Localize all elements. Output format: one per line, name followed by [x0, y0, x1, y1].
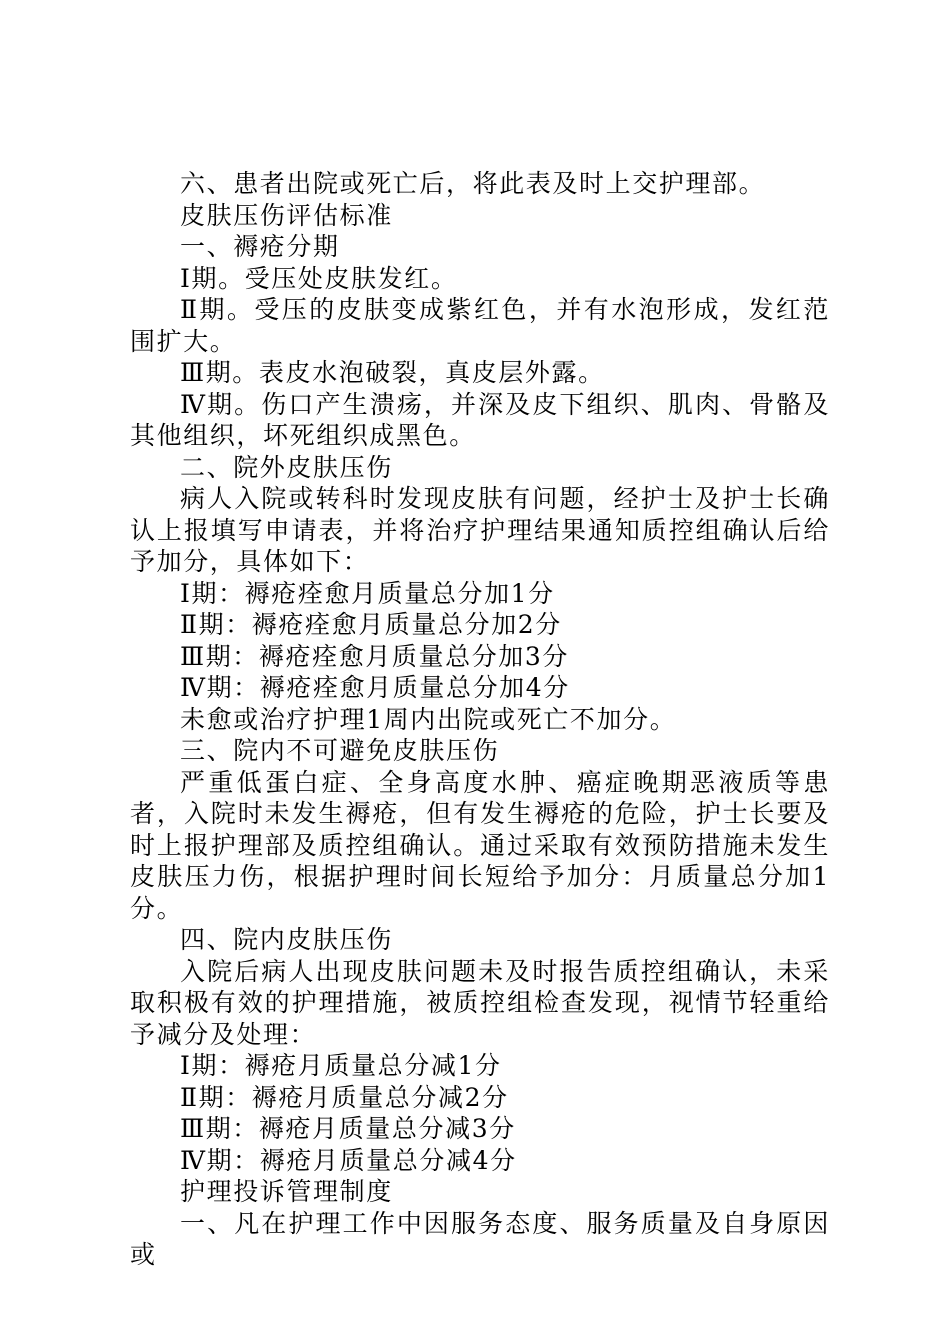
outside-hospital-paragraph: 病人入院或转科时发现皮肤有问题，经护士及护士长确认上报填写申请表，并将治疗护理结果通知质控组确认后给予加分，具体如下：: [130, 484, 830, 576]
stage-1-description: Ⅰ期。受压处皮肤发红。: [180, 263, 458, 293]
complaint-item-1: 一、凡在护理工作中因服务态度、服务质量及自身原因或: [130, 1208, 830, 1269]
paragraph-item-6-discharge: 六、患者出院或死亡后，将此表及时上交护理部。: [180, 169, 766, 198]
in-hospital-paragraph: 入院后病人出现皮肤问题未及时报告质控组确认，未采取积极有效的护理措施，被质控组检查发现，视情节轻重给予减分及处理：: [130, 956, 830, 1049]
deduction-stage-1: Ⅰ期：褥疮月质量总分减1分: [180, 1051, 502, 1080]
stage-4-description: Ⅳ期。伤口产生溃疡，并深及皮下组织、肌肉、骨骼及其他组织，坏死组织成黑色。: [130, 389, 830, 450]
heading-bedsore-stages: 一、褥疮分期: [180, 232, 340, 261]
heading-in-hospital-pressure: 四、院内皮肤压伤: [180, 925, 393, 954]
bonus-stage-2: Ⅱ期：褥疮痊愈月质量总分加2分: [180, 610, 562, 639]
deduction-stage-4: Ⅳ期：褥疮月质量总分减4分: [180, 1145, 517, 1175]
document-body: [0, 168, 950, 1271]
heading-outside-hospital-pressure: 二、院外皮肤压伤: [180, 452, 393, 482]
section-title-skin-pressure-standard: 皮肤压伤评估标准: [180, 200, 393, 230]
section-title-complaint-management: 护理投诉管理制度: [180, 1177, 393, 1206]
deduction-stage-2: Ⅱ期：褥疮月质量总分减2分: [180, 1082, 509, 1112]
no-bonus-note: 未愈或治疗护理1周内出院或死亡不加分。: [180, 704, 677, 734]
deduction-stage-3: Ⅲ期：褥疮月质量总分减3分: [180, 1114, 516, 1143]
unavoidable-paragraph: 严重低蛋白症、全身高度水肿、癌症晚期恶液质等患者，入院时未发生褥疮，但有发生褥疮的危险，护士长要及时上报护理部及质控组确认。通过采取有效预防措施未发生皮肤压力伤，根据护理时间长短给予加分：月质量总分加1分。: [130, 767, 830, 923]
heading-unavoidable-pressure: 三、院内不可避免皮肤压伤: [180, 736, 500, 765]
bonus-stage-4: Ⅳ期：褥疮痊愈月质量总分加4分: [180, 673, 570, 702]
stage-3-description: Ⅲ期。表皮水泡破裂，真皮层外露。: [180, 358, 605, 387]
bonus-stage-1: Ⅰ期：褥疮痊愈月质量总分加1分: [180, 578, 555, 608]
bonus-stage-3: Ⅲ期：褥疮痊愈月质量总分加3分: [180, 641, 570, 671]
stage-2-description: Ⅱ期。受压的皮肤变成紫红色，并有水泡形成，发红范围扩大。: [130, 295, 830, 356]
